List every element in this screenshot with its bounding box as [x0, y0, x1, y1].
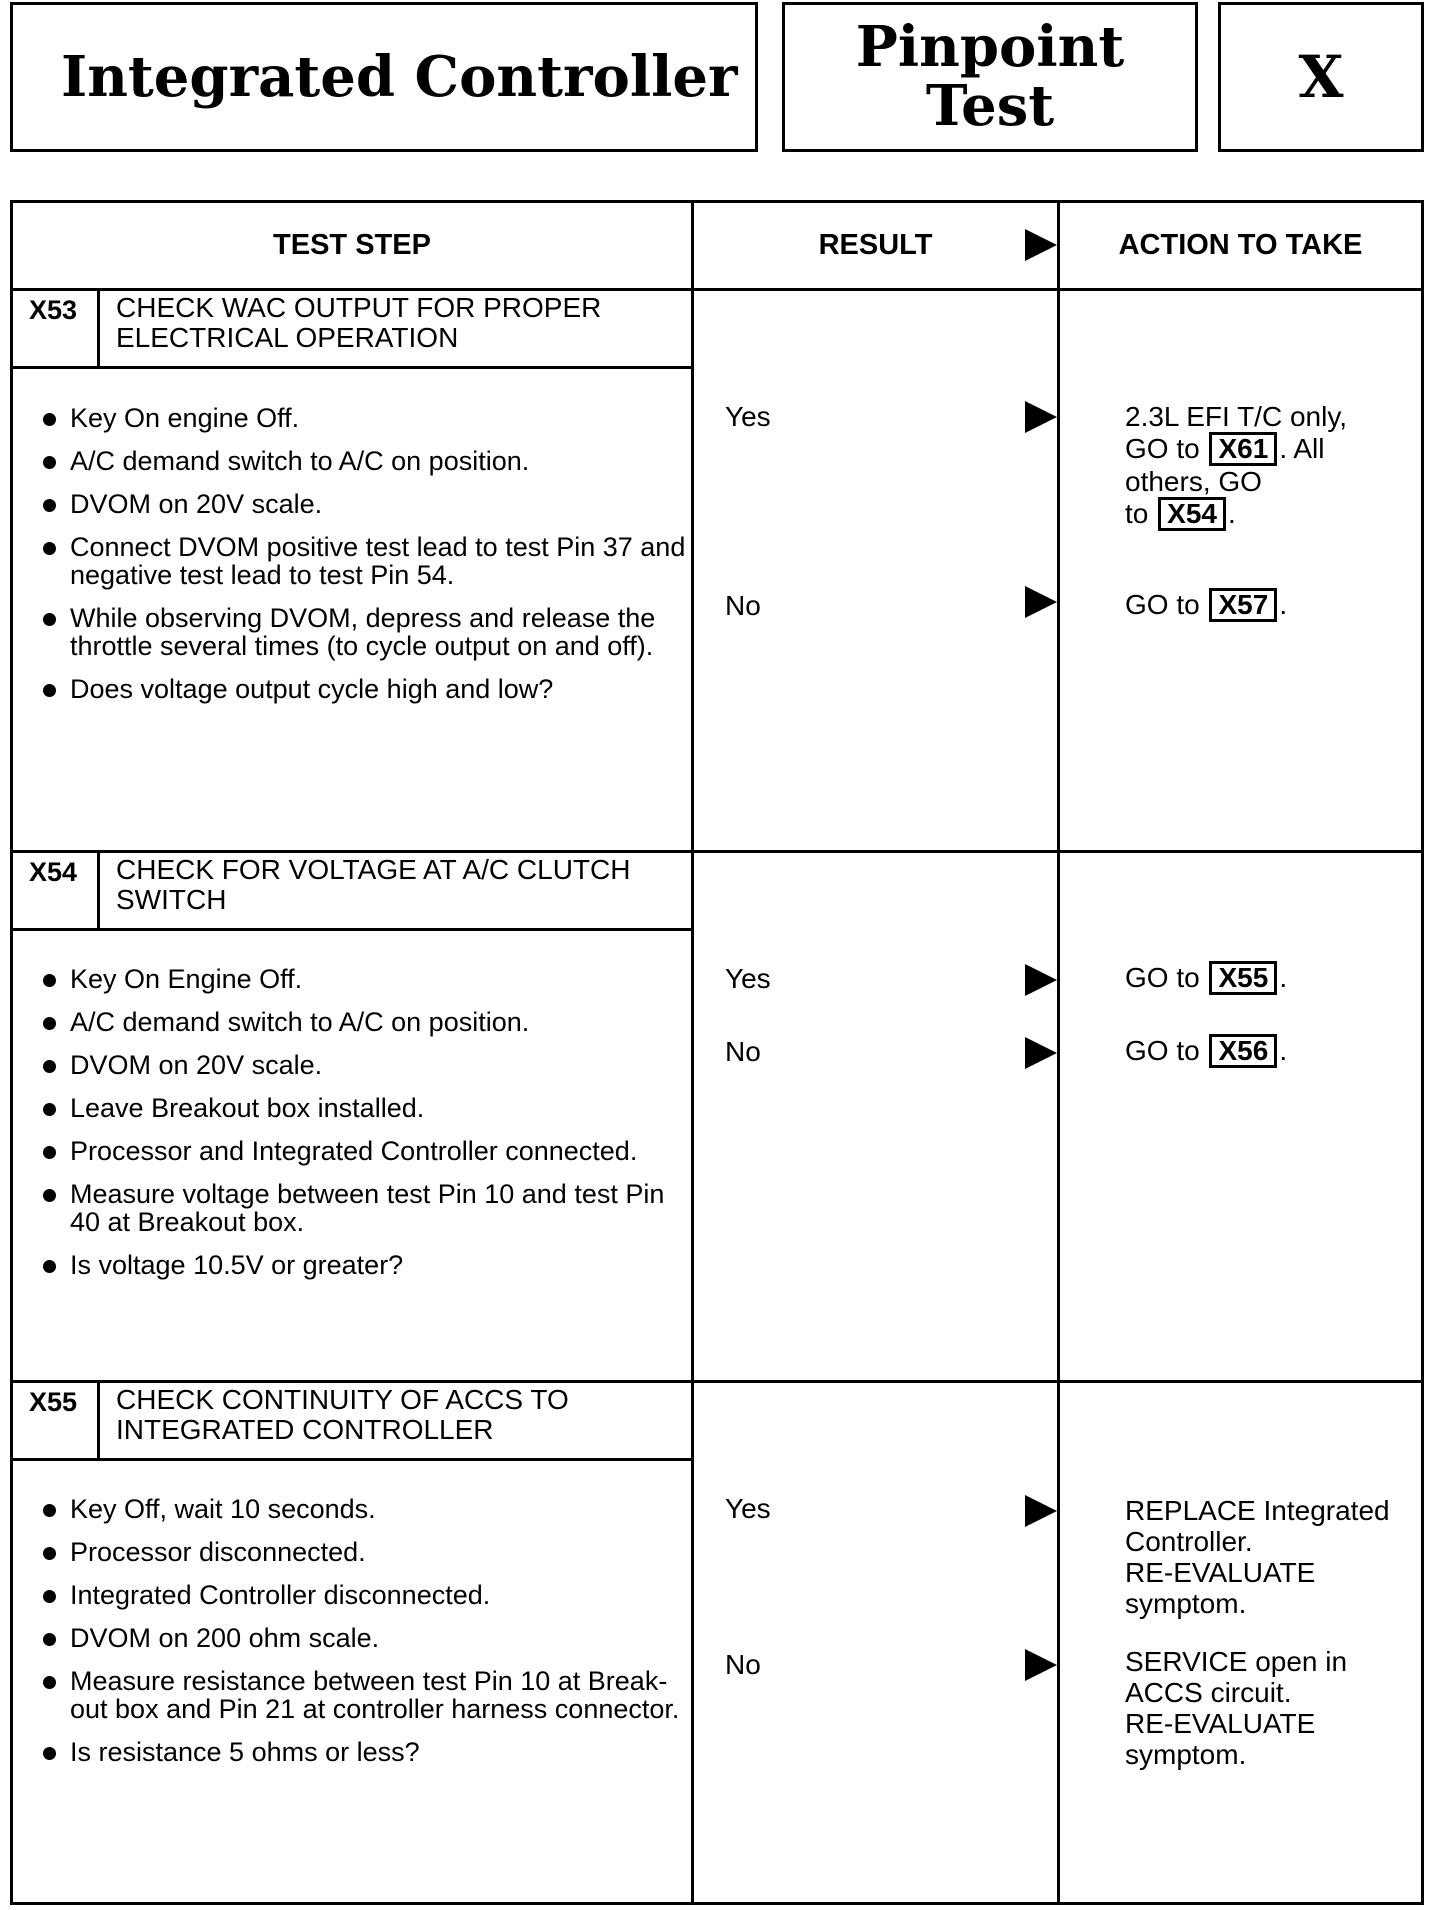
step-header [13, 853, 691, 931]
step-title [116, 293, 601, 353]
step-title-line: ELECTRICAL OPERATION [116, 322, 459, 353]
bullet-item: Leave Breakout box installed. [13, 1094, 691, 1122]
action-text [1125, 961, 1287, 995]
bullet-item: A/C demand switch to A/C on position. [13, 1008, 691, 1036]
action-line: 2.3L EFI T/C only, [1125, 401, 1348, 432]
bullet-item: DVOM on 20V scale. [13, 1051, 691, 1079]
step-header [13, 1383, 691, 1461]
step-reference: X57 [1209, 588, 1277, 622]
action-line: RE-EVALUATE [1125, 1557, 1316, 1588]
arrow-right-icon [1025, 1037, 1057, 1069]
section-code [1218, 2, 1424, 152]
action-line: SERVICE open in [1125, 1646, 1348, 1677]
step-title [116, 855, 630, 915]
section-label-line1: Pinpoint [855, 14, 1125, 81]
column-divider [691, 203, 694, 1902]
arrow-right-icon [1025, 586, 1057, 618]
arrow-right-icon [1025, 229, 1057, 261]
bullet-item: Key On engine Off. [13, 404, 691, 432]
action-fragment: . [1227, 498, 1236, 529]
arrow-right-icon [1025, 401, 1057, 433]
action-line [1125, 497, 1347, 531]
step-title [116, 1385, 569, 1445]
action-line: ACCS circuit. [1125, 1677, 1292, 1708]
arrow-right-icon [1025, 1649, 1057, 1681]
arrow-right-icon [1025, 964, 1057, 996]
column-header-result: RESULT [818, 229, 933, 261]
step-title-line: INTEGRATED CONTROLLER [116, 1414, 494, 1445]
action-fragment: to [1125, 498, 1149, 529]
arrow-right-icon [1025, 1495, 1057, 1527]
step-reference: X56 [1209, 1034, 1277, 1068]
action-line: others, GO [1125, 466, 1262, 497]
bullet-item: Is resistance 5 ohms or less? [13, 1738, 691, 1766]
section-code-text: X [1298, 43, 1344, 111]
action-line: Controller. [1125, 1526, 1253, 1557]
action-text [1125, 1646, 1347, 1770]
bullet-item: Measure resistance between test Pin 10 at Break-out box and Pin 21 at controller harness connector. [13, 1667, 691, 1723]
action-line: symptom. [1125, 1739, 1247, 1770]
bullet-item: While observing DVOM, depress and release the throttle several times (to cycle output on and off). [13, 604, 691, 660]
action-fragment: . All [1279, 433, 1325, 464]
bullet-item: Is voltage 10.5V or greater? [13, 1251, 691, 1279]
action-text [1125, 588, 1287, 622]
bullet-item: Integrated Controller disconnected. [13, 1581, 691, 1609]
step-title-line: CHECK WAC OUTPUT FOR PROPER [116, 292, 602, 323]
result-yes: Yes [725, 401, 771, 432]
step-id: X55 [29, 1387, 78, 1417]
bullet-item: DVOM on 20V scale. [13, 490, 691, 518]
result-yes: Yes [725, 1493, 771, 1524]
step-title-line: CHECK CONTINUITY OF ACCS TO [116, 1384, 569, 1415]
bullet-item: Measure voltage between test Pin 10 and test Pin 40 at Breakout box. [13, 1180, 691, 1236]
step-reference: X55 [1209, 961, 1277, 995]
bullet-item: Connect DVOM positive test lead to test Pin 37 and negative test lead to test Pin 54. [13, 533, 691, 589]
bullet-item: Processor and Integrated Controller connected. [13, 1137, 691, 1165]
step-title-line: SWITCH [116, 884, 227, 915]
action-fragment: GO to [1125, 589, 1200, 620]
bullet-item: Does voltage output cycle high and low? [13, 675, 691, 703]
step-header [13, 291, 691, 369]
action-fragment: . [1279, 962, 1288, 993]
bullet-item: Key Off, wait 10 seconds. [13, 1495, 691, 1523]
action-fragment: GO to [1125, 962, 1200, 993]
result-no: No [725, 1649, 761, 1680]
step-bullets [13, 965, 691, 1294]
step-id: X53 [29, 295, 78, 325]
action-line [1125, 432, 1347, 466]
action-line: RE-EVALUATE [1125, 1708, 1316, 1739]
step-id: X54 [29, 857, 78, 887]
step-bullets [13, 404, 691, 718]
column-header-action: ACTION TO TAKE [1118, 229, 1363, 261]
column-divider [1057, 203, 1060, 1902]
section-label [782, 2, 1198, 152]
action-text [1125, 1495, 1390, 1619]
column-header-test-step: TEST STEP [273, 229, 431, 261]
page-title [10, 2, 758, 152]
bullet-item: Key On Engine Off. [13, 965, 691, 993]
action-line: symptom. [1125, 1588, 1247, 1619]
bullet-item: DVOM on 200 ohm scale. [13, 1624, 691, 1652]
step-reference: X54 [1158, 497, 1226, 531]
step-id-divider [97, 1383, 100, 1458]
action-line: REPLACE Integrated [1125, 1495, 1390, 1526]
section-label-line2: Test [925, 73, 1055, 139]
step-reference: X61 [1209, 432, 1277, 466]
page-title-text: Integrated Controller [61, 44, 738, 110]
step-id-divider [97, 291, 100, 366]
action-text [1125, 1034, 1287, 1068]
action-text [1125, 401, 1347, 531]
bullet-item: Processor disconnected. [13, 1538, 691, 1566]
action-fragment: . [1279, 589, 1288, 620]
result-no: No [725, 1036, 761, 1067]
step-id-divider [97, 853, 100, 928]
action-fragment: GO to [1125, 433, 1200, 464]
result-no: No [725, 590, 761, 621]
step-title-line: CHECK FOR VOLTAGE AT A/C CLUTCH [116, 854, 631, 885]
action-fragment: GO to [1125, 1035, 1200, 1066]
bullet-item: A/C demand switch to A/C on position. [13, 447, 691, 475]
result-yes: Yes [725, 963, 771, 994]
pinpoint-table [10, 200, 1424, 1905]
action-fragment: . [1279, 1035, 1288, 1066]
step-bullets [13, 1495, 691, 1781]
